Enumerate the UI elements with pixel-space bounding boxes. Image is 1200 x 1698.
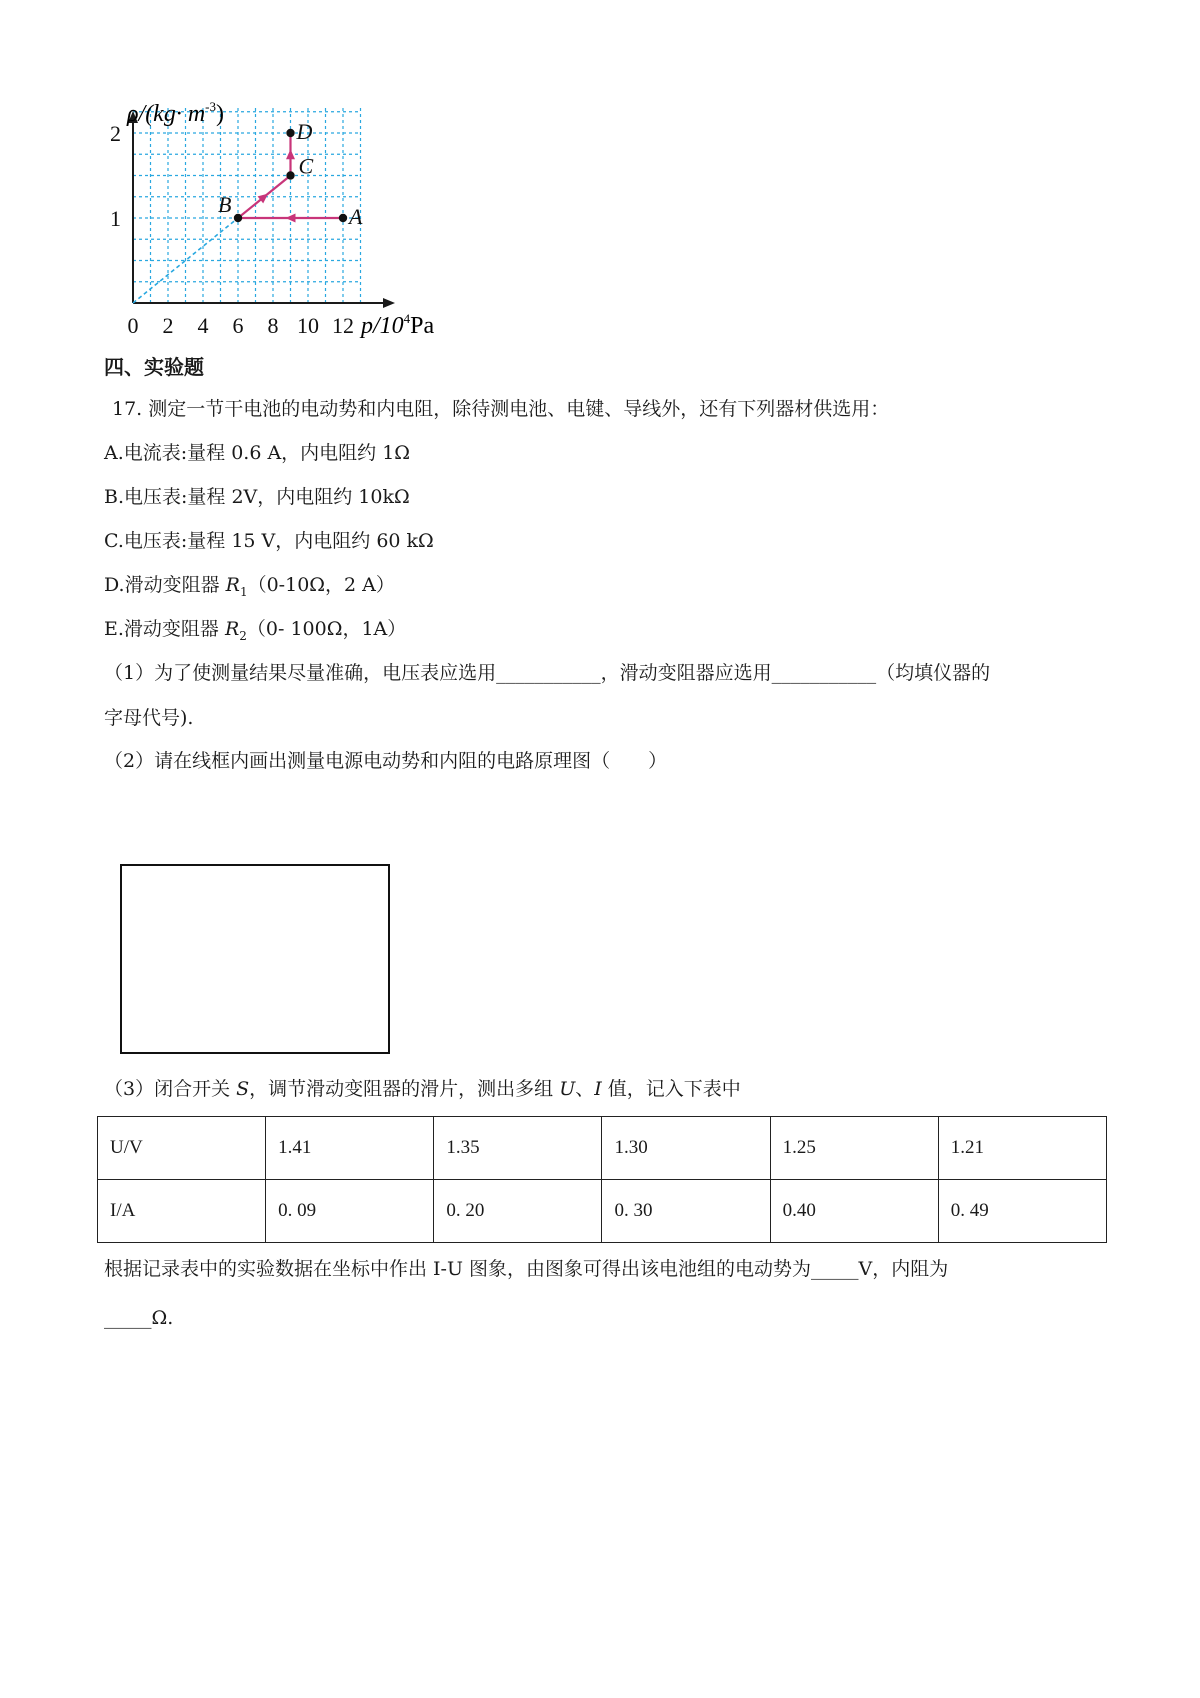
- point-label-c: C: [298, 153, 314, 179]
- point-c: [286, 171, 294, 179]
- option-e-var: R: [224, 618, 240, 640]
- table-cell: 1.35: [434, 1117, 602, 1180]
- option-e: [104, 616, 406, 649]
- option-d-prefix: D.滑动变阻器: [104, 574, 226, 596]
- y-axis-label-close: ): [216, 101, 225, 127]
- option-b: B.电压表:量程 2V，内电阻约 10kΩ: [104, 486, 410, 508]
- part3-u: U: [559, 1078, 576, 1100]
- question-intro: 17. 测定一节干电池的电动势和内电阻，除待测电池、电键、导线外，还有下列器材供选用：: [112, 398, 890, 420]
- x-axis-label-var: p/10: [361, 313, 404, 339]
- option-c: C.电压表:量程 15 V，内电阻约 60 kΩ: [104, 530, 434, 552]
- part2-prompt: （2）请在线框内画出测量电源电动势和内阻的电路原理图（ ）: [104, 750, 668, 772]
- option-d: [104, 572, 395, 605]
- circuit-drawing-box[interactable]: [120, 864, 390, 1054]
- option-e-range: （0- 100Ω，1A）: [246, 618, 407, 640]
- x-tick-label: 4: [197, 313, 209, 338]
- part3-middle: ，调节滑动变阻器的滑片，测出多组: [249, 1078, 560, 1100]
- table-cell: 0.40: [770, 1180, 938, 1243]
- y-tick-label: 2: [110, 121, 121, 146]
- x-tick-label: 0: [127, 313, 139, 338]
- section-title: 四、实验题: [104, 355, 204, 379]
- conclusion-line1: 根据记录表中的实验数据在坐标中作出 I-U 图象，由图象可得出该电池组的电动势为_____V，内阻为: [104, 1258, 949, 1280]
- graph-grid: [133, 108, 361, 304]
- process-arrow-ab: [286, 214, 296, 223]
- table-cell: 0. 30: [602, 1180, 770, 1243]
- option-a: A.电流表:量程 0.6 A，内电阻约 1Ω: [104, 442, 411, 464]
- table-cell: 1.41: [266, 1117, 434, 1180]
- table-cell: 0. 09: [266, 1180, 434, 1243]
- y-axis-label-text: ρ/(kg· m: [127, 101, 206, 127]
- part3-sep: 、: [575, 1078, 595, 1100]
- part3-s: S: [236, 1078, 250, 1100]
- x-axis-label: [359, 311, 435, 339]
- process-arrow-cd: [286, 149, 295, 159]
- table-cell: U/V: [98, 1117, 266, 1180]
- point-a: [339, 214, 347, 222]
- table-cell: 1.30: [602, 1117, 770, 1180]
- y-axis-label-exp: -3: [205, 99, 217, 114]
- table-row-u: [98, 1117, 1107, 1180]
- x-tick-label: 6: [232, 313, 244, 338]
- y-axis-label: [126, 99, 224, 127]
- part1-line2: 字母代号).: [104, 707, 194, 729]
- x-tick-label: 8: [267, 313, 279, 338]
- x-tick-label: 10: [297, 313, 319, 338]
- option-d-sub: 1: [239, 584, 248, 599]
- y-tick-label: 1: [110, 206, 121, 231]
- x-tick-label: 2: [162, 313, 174, 338]
- point-d: [286, 129, 294, 137]
- table-cell: 1.25: [770, 1117, 938, 1180]
- table-row-i: [98, 1180, 1107, 1243]
- x-axis-label-unit: Pa: [410, 313, 435, 339]
- point-label-b: B: [218, 192, 232, 217]
- part1-line1: （1）为了使测量结果尽量准确，电压表应选用___________，滑动变阻器应选用___________（均填仪器的: [104, 662, 991, 684]
- data-table: [97, 1116, 1107, 1243]
- option-d-var: R: [225, 574, 240, 596]
- option-d-range: （0-10Ω，2 A）: [247, 574, 395, 596]
- table-cell: 0. 49: [938, 1180, 1106, 1243]
- point-label-a: A: [349, 204, 363, 229]
- point-b: [234, 214, 242, 222]
- table-cell: I/A: [98, 1180, 266, 1243]
- conclusion-line2: _____Ω.: [104, 1307, 174, 1329]
- axis-ticks: [110, 121, 354, 338]
- part3-prefix: （3）闭合开关: [104, 1078, 237, 1100]
- x-axis-label-exp: 4: [403, 311, 411, 326]
- x-axis-arrow: [383, 298, 395, 308]
- option-e-prefix: E.滑动变阻器: [104, 618, 225, 640]
- table-cell: 0. 20: [434, 1180, 602, 1243]
- x-tick-label: 12: [332, 313, 354, 338]
- table-cell: 1.21: [938, 1117, 1106, 1180]
- option-e-sub: 2: [239, 628, 247, 643]
- point-label-d: D: [296, 119, 313, 144]
- part3-i: I: [594, 1078, 602, 1100]
- rho-p-graph: [105, 95, 465, 345]
- part3-suffix: 值，记入下表中: [601, 1078, 741, 1100]
- part3-prompt: [104, 1076, 741, 1102]
